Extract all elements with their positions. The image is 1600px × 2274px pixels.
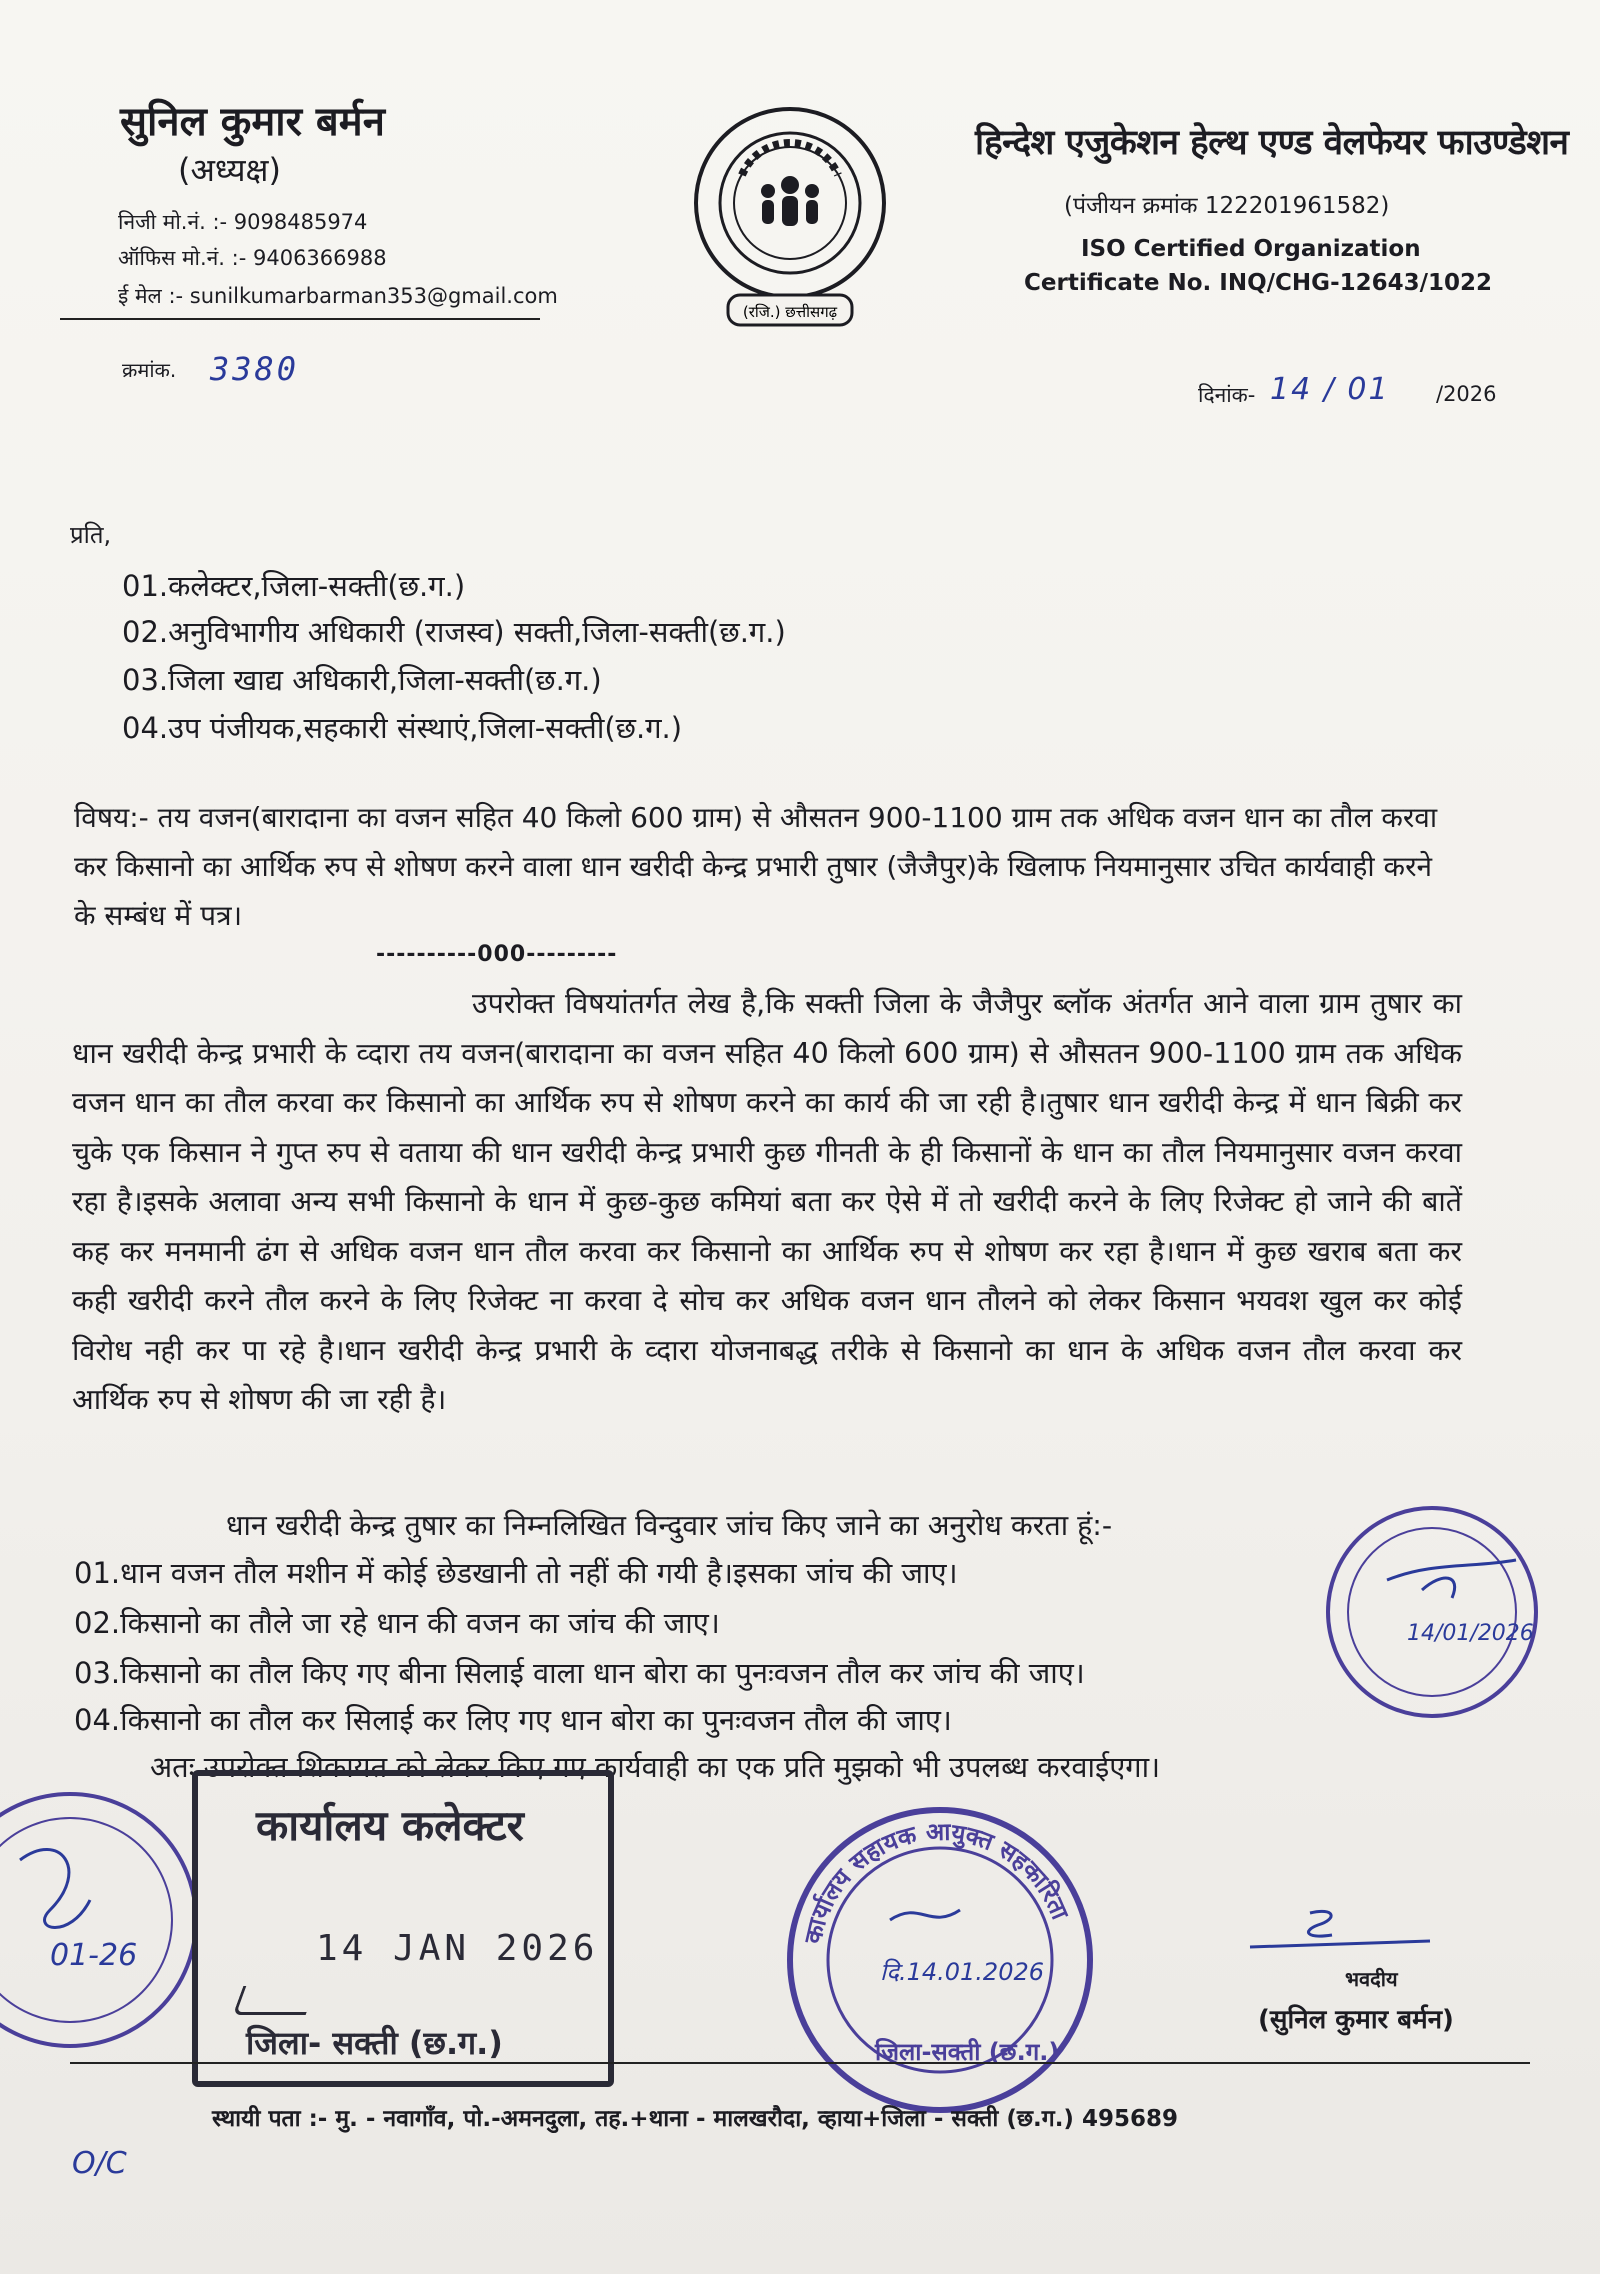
collector-office-stamp [192, 1770, 614, 2087]
request-point: 01.धान वजन तौल मशीन में कोई छेडखानी तो नहीं की गयी है।इसका जांच की जाए। [74, 1556, 958, 1590]
reference-number: 3380 [210, 350, 300, 388]
recipient-item: 03.जिला खाद्य अधिकारी,जिला-सक्ती(छ.ग.) [122, 663, 602, 697]
date-handwritten: 14 / 01 [1270, 372, 1390, 407]
foundation-logo [690, 105, 890, 330]
registration-number: (पंजीयन क्रमांक 122201961582) [1064, 193, 1390, 219]
sender-role: (अध्यक्ष) [178, 151, 281, 189]
date-year: /2026 [1436, 382, 1497, 406]
closing-line: अतः उपरोक्त शिकायत को लेकर किए गए कार्यवाही का एक प्रति मुझको भी उपलब्ध करवाईएगा। [150, 1750, 1161, 1784]
letterhead-rule [60, 318, 540, 320]
section-divider: ----------000--------- [376, 942, 618, 967]
request-point: 04.किसानो का तौल कर सिलाई कर लिए गए धान बोरा का पुनःवजन तौल की जाए। [74, 1703, 952, 1737]
reference-label: क्रमांक. [122, 358, 177, 382]
iso-line: ISO Certified Organization [1081, 236, 1421, 262]
request-intro: धान खरीदी केन्द्र तुषार का निम्नलिखित विन्दुवार जांच किए जाने का अनुरोध करता हूं:- [226, 1509, 1113, 1542]
request-point: 02.किसानो का तौले जा रहे धान की वजन का जांच की जाए। [74, 1606, 720, 1640]
recipients-label: प्रति, [70, 521, 112, 549]
yours-label: भवदीय [1345, 1967, 1398, 1991]
collector-stamp-title: कार्यालय कलेक्टर [256, 1801, 524, 1850]
svg-text:कार्यालय सहायक आयुक्त सहकारिता [799, 1818, 1075, 1947]
received-stamp-right [1302, 1502, 1562, 1722]
organization-name: हिन्देश एजुकेशन हेल्थ एण्ड वेलफेयर फाउण्डेशन [975, 123, 1569, 163]
cooperative-stamp-date: दि.14.01.2026 [880, 1958, 1045, 1986]
office-number: ऑफिस मो.नं. :- 9406366988 [118, 246, 387, 270]
permanent-address: स्थायी पता :- मु. - नवागाँव, पो.-अमनदुला, तह.+थाना - मालखरौदा, व्हाया+जिला - सक्ती (छ.ग.) 495689 [212, 2106, 1178, 2132]
footer-rule [70, 2062, 1530, 2064]
recipient-item: 01.कलेक्टर,जिला-सक्ती(छ.ग.) [122, 569, 466, 603]
stamp-mark [233, 1986, 317, 2015]
request-point: 03.किसानो का तौल किए गए बीना सिलाई वाला धान बोरा का पुनःवजन तौल कर जांच की जाए। [74, 1656, 1085, 1690]
email-address: ई मेल :- sunilkumarbarman353@gmail.com [118, 284, 558, 308]
recipient-item: 04.उप पंजीयक,सहकारी संस्थाएं,जिला-सक्ती(छ.ग.) [122, 711, 683, 745]
date-label: दिनांक- [1198, 383, 1256, 407]
signee-name: (सुनिल कुमार बर्मन) [1258, 2005, 1454, 2035]
cooperative-stamp-text: कार्यालय सहायक आयुक्त सहकारिता [798, 1817, 1075, 1947]
sender-name: सुनिल कुमार बर्मन [120, 99, 385, 145]
body-text: उपरोक्त विषयांतर्गत लेख है,कि सक्ती जिला के जैजैपुर ब्लॉक अंतर्गत आने वाला ग्राम तुषार का धान खरीदी केन्द्र प्रभारी के व्दारा तय वजन(बारादाना का वजन सहित 40 किलो 600 ग्राम) से औसतन 900-1100 ग्राम तक अधिक वजन धान का तौल करवा कर किसानो का आर्थिक रुप से शोषण करने का कार्य की जा रही है।तुषार धान खरीदी केन्द्र में धान बिक्री कर चुके एक किसान ने गुप्त रुप से वताया की धान खरीदी केन्द्र प्रभारी कुछ गीनती के ही किसानों के धान का तौल नियमानुसार वजन करवा रहा है।इसके अलावा अन्य सभी किसानो के धान में कुछ-कुछ कमियां बता कर ऐसे में तो खरीदी करने के लिए रिजेक्ट हो जाने की बातें कह कर मनमानी ढंग से अधिक वजन धान तौल करवा कर किसानो का आर्थिक रुप से शोषण कर रहा है।धान में कुछ खराब बता कर कही खरीदी करने तौल करने के लिए रिजेक्ट ना करवा दे सोच कर अधिक वजन धान तौलने को लेकर किसान भयवश खुल कर कोई विरोध नही कर पा रहे है।धान खरीदी केन्द्र प्रभारी के व्दारा योजनाबद्ध तरीके से किसानो का धान के अधिक वजन तौल करवा कर आर्थिक रुप से शोषण की जा रही है। [72, 987, 1462, 1416]
subject-paragraph: विषय:- तय वजन(बारादाना का वजन सहित 40 किलो 600 ग्राम) से औसतन 900-1100 ग्राम तक अधिक वजन धान का तौल करवा कर किसानो का आर्थिक रुप से शोषण करने वाला धान खरीदी केन्द्र प्रभारी तुषार (जैजैपुर)के खिलाफ नियमानुसार उचित कार्यवाही करने के सम्बंध में पत्र। [74, 801, 1438, 932]
cooperative-stamp-district: जिला-सक्ती (छ.ग.) [875, 2038, 1060, 2066]
body-paragraph [72, 979, 1462, 1425]
certificate-number: Certificate No. INQ/CHG-12643/1022 [1024, 270, 1493, 296]
collector-stamp-date: 14 JAN 2026 [316, 1928, 599, 1969]
recipient-item: 02.अनुविभागीय अधिकारी (राजस्व) सक्ती,जिला-सक्ती(छ.ग.) [122, 615, 786, 649]
received-stamp-left [0, 1790, 200, 2060]
right-stamp-date: 14/01/2026 [1407, 1621, 1534, 1646]
cooperative-office-stamp [780, 1790, 1100, 2120]
signature-mark [1240, 1905, 1440, 1955]
mobile-number: निजी मो.नं. :- 9098485974 [118, 210, 368, 234]
collector-stamp-district: जिला- सक्ती (छ.ग.) [246, 2024, 503, 2062]
handwritten-note: O/C [72, 2146, 127, 2181]
logo-bottom-text: (रजि.) छत्तीसगढ़ [742, 303, 838, 321]
left-stamp-date: 01-26 [50, 1938, 138, 1973]
